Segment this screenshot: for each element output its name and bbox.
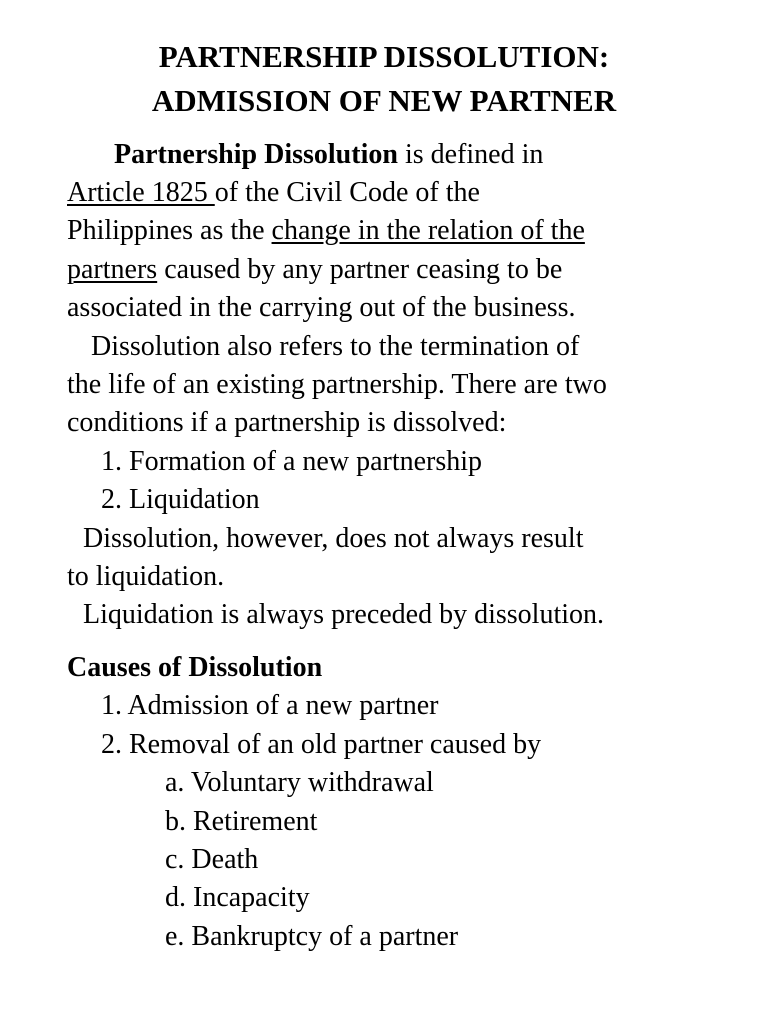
cause-subitem: d. Incapacity [165, 882, 310, 913]
definition-line-3 [67, 213, 585, 249]
definition-text: of the Civil Code of the [214, 177, 480, 208]
cause-subitem: b. Retirement [165, 806, 318, 837]
note-line-1: Dissolution, however, does not always result [83, 523, 584, 554]
definition-text: Philippines as the [67, 215, 272, 246]
termination-line-3: conditions if a partnership is dissolved: [67, 407, 507, 438]
definition-line-1 [114, 137, 543, 173]
termination-line-1: Dissolution also refers to the termination of [91, 331, 580, 362]
cause-item: 2. Removal of an old partner caused by [101, 729, 542, 760]
underlined-phrase: change in the relation of the [271, 215, 585, 246]
definition-text: caused by any partner ceasing to be [157, 254, 563, 285]
cause-subitem: e. Bankruptcy of a partner [165, 921, 459, 952]
cause-subitem: c. Death [165, 844, 259, 875]
title-line-1: PARTNERSHIP DISSOLUTION: [158, 39, 610, 74]
cause-subitem: a. Voluntary withdrawal [165, 767, 434, 798]
underlined-phrase: partners [67, 254, 158, 285]
note-line-2: to liquidation. [67, 561, 225, 592]
cause-item: 1. Admission of a new partner [101, 690, 439, 721]
causes-heading: Causes of Dissolution [67, 652, 323, 683]
note-line-3: Liquidation is always preceded by dissolution. [83, 599, 605, 630]
definition-line-5: associated in the carrying out of the business. [67, 292, 576, 323]
definition-line-4 [67, 252, 562, 288]
title-line-2: ADMISSION OF NEW PARTNER [151, 83, 617, 118]
condition-item: 1. Formation of a new partnership [101, 446, 483, 477]
definition-text: is defined in [397, 139, 544, 170]
termination-line-2: the life of an existing partnership. There are two [67, 369, 607, 400]
definition-line-2 [67, 175, 480, 211]
defined-term: Partnership Dissolution [114, 139, 398, 170]
condition-item: 2. Liquidation [101, 484, 260, 515]
article-reference: Article 1825 [67, 177, 215, 208]
